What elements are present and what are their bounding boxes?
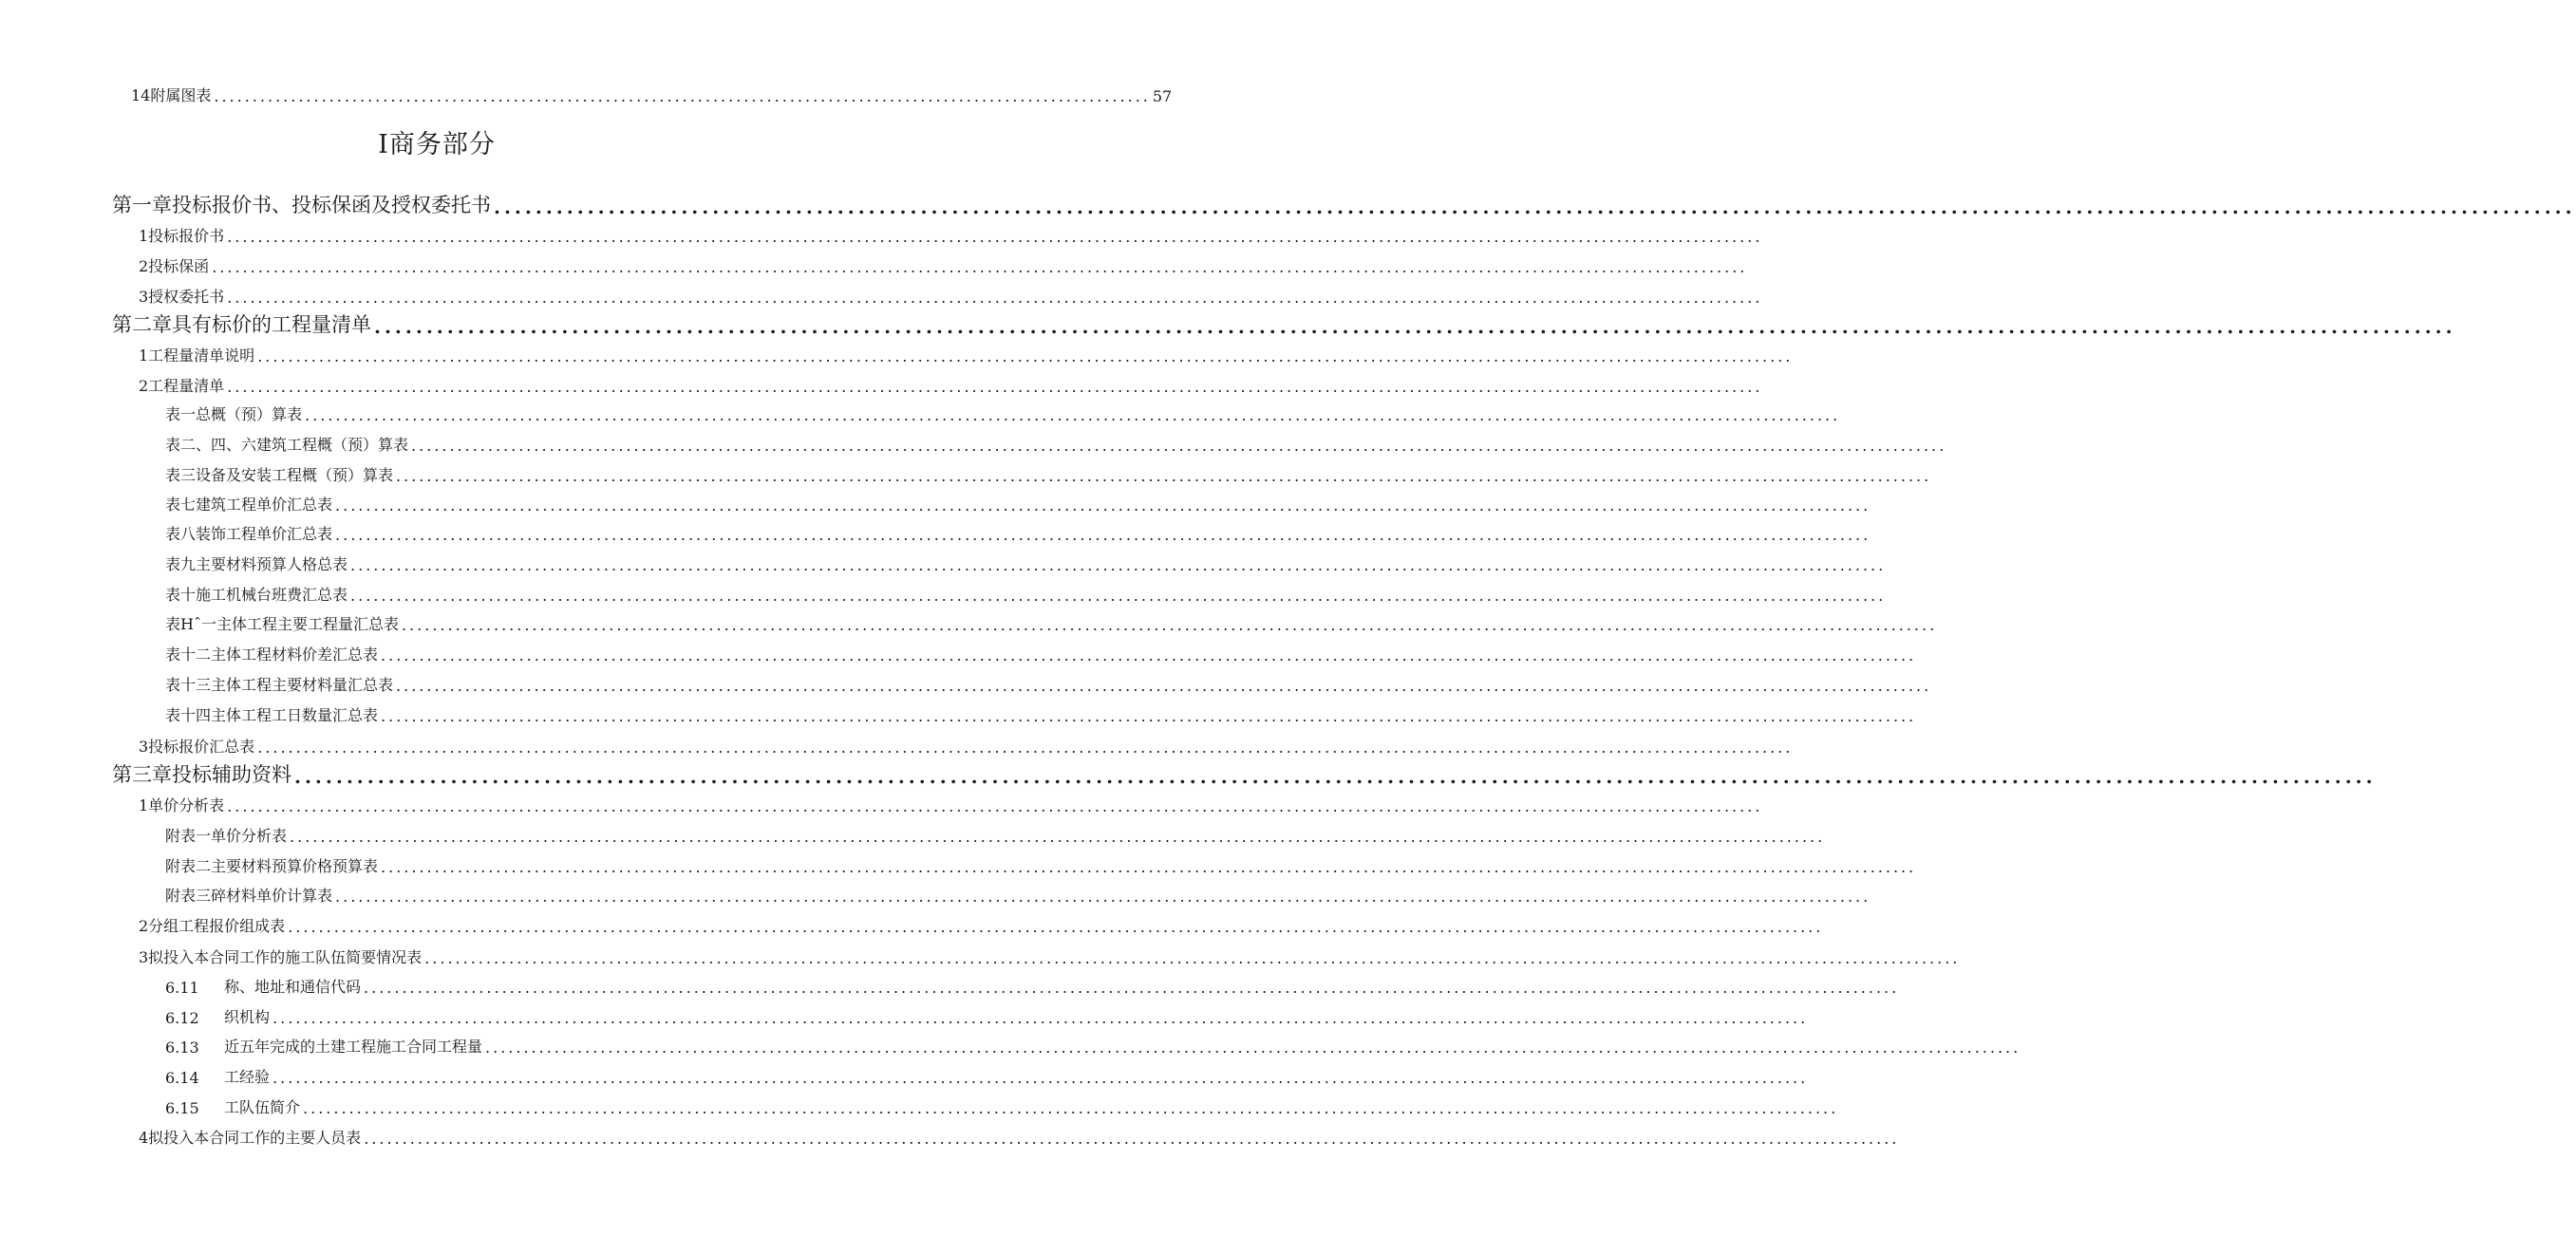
toc-entry (165, 643, 1917, 664)
toc-leader-dots: ........................................................................................................................................................................................................ (350, 556, 1887, 574)
toc-entry-number: 6.12 (165, 1009, 199, 1027)
toc-entry-label: 表十三主体工程主要材料量汇总表 (165, 676, 394, 694)
toc-entry (112, 190, 2576, 218)
toc-entry (165, 463, 1932, 485)
toc-entry (165, 522, 1871, 544)
toc-leader-dots: ........................................................................................................................................................................................................ (305, 406, 1841, 424)
toc-entry-label: 附表二主要材料预算价格预算表 (165, 857, 379, 875)
toc-entry (165, 433, 1947, 455)
toc-leader-dots: ........................................................................................................................................................................................................ (335, 888, 1871, 906)
toc-entry-number: 6.15 (165, 1099, 199, 1117)
toc-leader-dots: ........................................................................................................................................................................................................ (227, 228, 1763, 246)
toc-entry (139, 1126, 1900, 1148)
toc-leader-dots: ........................................................................................................................................................................................................ (290, 828, 1826, 846)
toc-leader-dots: ........................................................................................................................................................................................................ (401, 616, 1938, 634)
toc-entry (139, 374, 1763, 396)
toc-leader-dots: ........................................................................................................................................................................................................ (381, 707, 1917, 725)
toc-entry-label: 工队伍简介 (224, 1098, 301, 1116)
toc-entry-label: 附表一单价分析表 (165, 827, 288, 845)
toc-entry (139, 224, 1763, 246)
toc-entry-label: 表十二主体工程材料价差汇总表 (165, 646, 379, 664)
toc-entry (139, 254, 1748, 276)
toc-entry-label: 2工程量清单 (139, 377, 225, 395)
toc-page-number: 57 (1152, 87, 1173, 105)
toc-entry-label: 第二章具有标价的工程量清单 (112, 313, 371, 336)
toc-leader-dots: ........................................................................................................................................................................................................ (212, 258, 1748, 276)
toc-entry-label: 表七建筑工程单价汇总表 (165, 496, 333, 514)
toc-entry (165, 612, 1938, 634)
toc-leader-dots: ........................................................................................................................................................................................................ (257, 347, 1794, 365)
toc-entry (165, 402, 1841, 424)
toc-entry-label: 3拟投入本合同工作的施工队伍简要情况表 (139, 948, 423, 966)
toc-entry-label: 第一章投标报价书、投标保函及授权委托书 (112, 194, 491, 216)
toc-leader-dots: ........................................................................................................................................................................................................ (294, 765, 2377, 788)
toc-entry-label: 1单价分析表 (139, 796, 225, 814)
toc-entry (165, 1035, 2021, 1057)
toc-entry (112, 759, 2377, 788)
toc-entry-label: 2分组工程报价组成表 (139, 917, 286, 935)
toc-leader-dots: .......................................................................................................................... (214, 87, 1151, 105)
toc-leader-dots: ........................................................................................................................................................................................................ (485, 1039, 2021, 1057)
toc-entry (165, 673, 1932, 695)
toc-entry (139, 344, 1794, 365)
toc-entry-label: 第三章投标辅助资料 (112, 763, 291, 786)
toc-leader-dots: ........................................................................................................................................................................................................ (381, 858, 1917, 876)
toc-leader-dots: ........................................................................................................................................................................................................ (288, 918, 1824, 936)
toc-entry-number: 6.14 (165, 1069, 199, 1087)
toc-entry (165, 854, 1917, 876)
toc-entry (165, 552, 1887, 574)
toc-leader-dots: ........................................................................................................................................................................................................ (227, 378, 1763, 396)
toc-leader-dots: ........................................................................................................................................................................................................ (494, 196, 2576, 218)
toc-entry (112, 309, 2456, 338)
toc-entry-label: 3授权委托书 (139, 288, 225, 306)
toc-entry (139, 794, 1763, 815)
toc-entry-label: 称、地址和通信代码 (224, 978, 362, 996)
toc-leader-dots: ........................................................................................................................................................................................................ (396, 467, 1932, 485)
toc-entry-number: 6.11 (165, 979, 199, 997)
toc-entry-top (131, 84, 1173, 105)
toc-entry (165, 975, 1900, 997)
toc-entry-label: 表三设备及安装工程概（预）算表 (165, 466, 394, 484)
toc-entry-label: 表Hˆ一主体工程主要工程量汇总表 (165, 615, 399, 633)
toc-entry (165, 583, 1887, 605)
toc-entry (165, 884, 1871, 906)
toc-leader-dots: ........................................................................................................................................................................................................ (335, 526, 1871, 544)
toc-leader-dots: ........................................................................................................................................................................................................ (411, 437, 1947, 455)
toc-leader-dots: ........................................................................................................................................................................................................ (303, 1099, 1839, 1117)
toc-leader-dots: ........................................................................................................................................................................................................ (374, 315, 2456, 338)
toc-leader-dots: ........................................................................................................................................................................................................ (350, 587, 1887, 605)
section-title (0, 123, 874, 160)
toc-entry (165, 1005, 1809, 1027)
toc-entry-label: 表一总概（预）算表 (165, 405, 303, 423)
toc-leader-dots: ........................................................................................................................................................................................................ (424, 949, 1961, 967)
toc-leader-dots: ........................................................................................................................................................................................................ (257, 739, 1794, 757)
toc-entry-label: 1工程量清单说明 (139, 346, 255, 365)
toc-entry (139, 285, 1763, 307)
toc-entry-label: 1投标报价书 (139, 227, 225, 245)
toc-entry-label: 表二、四、六建筑工程概（预）算表 (165, 436, 409, 454)
toc-entry-label: 4拟投入本合同工作的主要人员表 (139, 1129, 362, 1147)
toc-leader-dots: ........................................................................................................................................................................................................ (364, 1130, 1900, 1148)
toc-entry (165, 493, 1871, 515)
toc-entry-label: 14附属图表 (131, 86, 212, 104)
toc-leader-dots: ........................................................................................................................................................................................................ (227, 797, 1763, 815)
section-title-text: I商务部分 (378, 130, 496, 159)
toc-leader-dots: ........................................................................................................................................................................................................ (335, 496, 1871, 515)
toc-entry (165, 1065, 1809, 1087)
toc-entry-label: 3投标报价汇总表 (139, 738, 255, 756)
toc-leader-dots: ........................................................................................................................................................................................................ (381, 646, 1917, 664)
toc-leader-dots: ........................................................................................................................................................................................................ (273, 1009, 1809, 1027)
toc-entry-label: 表十施工机械台班费汇总表 (165, 586, 348, 604)
toc-entry (139, 945, 1961, 967)
toc-leader-dots: ........................................................................................................................................................................................................ (227, 289, 1763, 307)
toc-entry (139, 914, 1824, 936)
toc-entry-label: 2投标保函 (139, 257, 210, 275)
toc-leader-dots: ........................................................................................................................................................................................................ (396, 677, 1932, 695)
toc-leader-dots: ........................................................................................................................................................................................................ (273, 1069, 1809, 1087)
toc-entry-label: 附表三碎材料单价计算表 (165, 887, 333, 905)
toc-entry-label: 表八装饰工程单价汇总表 (165, 525, 333, 543)
toc-leader-dots: ........................................................................................................................................................................................................ (364, 979, 1900, 997)
toc-entry (165, 703, 1917, 725)
toc-entry (165, 824, 1826, 846)
toc-entry (165, 1095, 1839, 1117)
toc-entry-number: 6.13 (165, 1039, 199, 1057)
toc-entry (139, 735, 1794, 757)
toc-entry-label: 近五年完成的土建工程施工合同工程量 (224, 1038, 483, 1056)
toc-entry-label: 表九主要材料预算人格总表 (165, 555, 348, 573)
toc-entry-label: 工经验 (224, 1068, 271, 1086)
toc-entry-label: 表十四主体工程工日数量汇总表 (165, 706, 379, 724)
toc-entry-label: 织机构 (224, 1008, 271, 1026)
